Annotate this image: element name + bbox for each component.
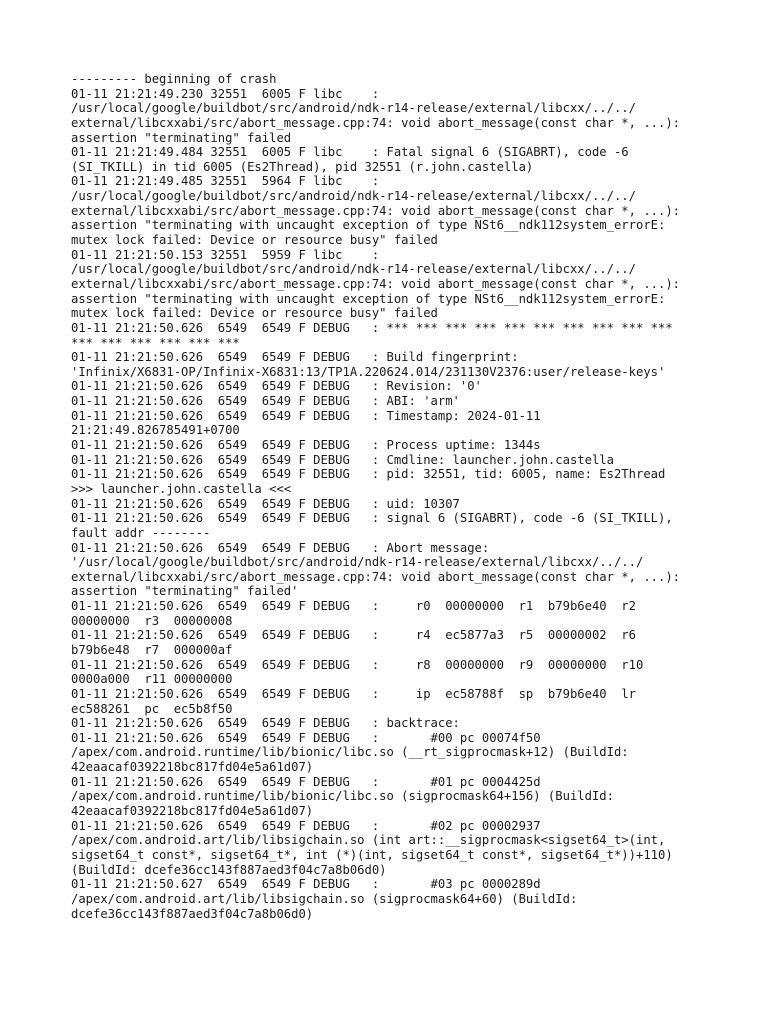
log-line: 'Infinix/X6831-OP/Infinix-X6831:13/TP1A.220624.014/231130V2376:user/release-keys' bbox=[71, 364, 666, 379]
log-line: assertion "terminating" failed bbox=[71, 130, 292, 145]
log-line: /apex/com.android.runtime/lib/bionic/libc.so (__rt_sigprocmask+12) (BuildId: bbox=[71, 745, 629, 760]
log-line: sigset64_t const*, sigset64_t*, int (*)(int, sigset64_t const*, sigset64_t*))+110) bbox=[71, 847, 673, 862]
log-line: 01-11 21:21:49.485 32551 5964 F libc : bbox=[71, 174, 380, 189]
log-line: 01-11 21:21:50.626 6549 6549 F DEBUG : ip ec58788f sp b79b6e40 lr bbox=[71, 686, 636, 701]
log-line: external/libcxxabi/src/abort_message.cpp:74: void abort_message(const char *, ...): bbox=[71, 569, 681, 584]
log-line: 01-11 21:21:50.626 6549 6549 F DEBUG : Abort message: bbox=[71, 540, 490, 555]
log-line: /usr/local/google/buildbot/src/android/ndk-r14-release/external/libcxx/../../ bbox=[71, 262, 636, 277]
log-line: 0000a000 r11 00000000 bbox=[71, 672, 233, 687]
log-line: 01-11 21:21:50.626 6549 6549 F DEBUG : pid: 32551, tid: 6005, name: Es2Thread bbox=[71, 467, 666, 482]
log-line: 00000000 r3 00000008 bbox=[71, 613, 233, 628]
log-line: /usr/local/google/buildbot/src/android/ndk-r14-release/external/libcxx/../../ bbox=[71, 101, 636, 116]
log-line: /apex/com.android.art/lib/libsigchain.so (int art::__sigprocmask<sigset64_t>(int, bbox=[71, 833, 666, 848]
log-line: 01-11 21:21:50.626 6549 6549 F DEBUG : Cmdline: launcher.john.castella bbox=[71, 452, 614, 467]
log-line: 01-11 21:21:50.153 32551 5959 F libc : bbox=[71, 247, 380, 262]
log-line: 21:21:49.826785491+0700 bbox=[71, 423, 240, 438]
log-line: 01-11 21:21:50.626 6549 6549 F DEBUG : Revision: '0' bbox=[71, 379, 482, 394]
log-line: 01-11 21:21:50.626 6549 6549 F DEBUG : #00 pc 00074f50 bbox=[71, 730, 541, 745]
log-line: external/libcxxabi/src/abort_message.cpp:74: void abort_message(const char *, ...): bbox=[71, 203, 681, 218]
log-line: 01-11 21:21:50.627 6549 6549 F DEBUG : #03 pc 0000289d bbox=[71, 877, 541, 892]
log-line: (BuildId: dcefe36cc143f887aed3f04c7a8b06d0) bbox=[71, 862, 387, 877]
log-line: *** *** *** *** *** *** bbox=[71, 335, 240, 350]
log-line: assertion "terminating" failed' bbox=[71, 584, 299, 599]
log-line: 01-11 21:21:50.626 6549 6549 F DEBUG : signal 6 (SIGABRT), code -6 (SI_TKILL), bbox=[71, 511, 673, 526]
log-line: assertion "terminating with uncaught exception of type NSt6__ndk112system_errorE: bbox=[71, 291, 666, 306]
log-line: 01-11 21:21:50.626 6549 6549 F DEBUG : backtrace: bbox=[71, 716, 460, 731]
log-line: 42eaacaf0392218bc817fd04e5a61d07) bbox=[71, 804, 314, 819]
log-line: external/libcxxabi/src/abort_message.cpp:74: void abort_message(const char *, ...): bbox=[71, 115, 681, 130]
log-line: mutex lock failed: Device or resource busy" failed bbox=[71, 233, 438, 248]
log-line: fault addr -------- bbox=[71, 525, 211, 540]
log-line: 01-11 21:21:50.626 6549 6549 F DEBUG : *** *** *** *** *** *** *** *** *** *** bbox=[71, 320, 673, 335]
log-line: 01-11 21:21:49.230 32551 6005 F libc : bbox=[71, 86, 380, 101]
log-line: dcefe36cc143f887aed3f04c7a8b06d0) bbox=[71, 906, 314, 921]
log-line: 01-11 21:21:50.626 6549 6549 F DEBUG : Build fingerprint: bbox=[71, 350, 519, 365]
log-line: '/usr/local/google/buildbot/src/android/ndk-r14-release/external/libcxx/../../ bbox=[71, 555, 644, 570]
log-line: 01-11 21:21:50.626 6549 6549 F DEBUG : r8 00000000 r9 00000000 r10 bbox=[71, 657, 644, 672]
log-line: 01-11 21:21:50.626 6549 6549 F DEBUG : Timestamp: 2024-01-11 bbox=[71, 408, 541, 423]
log-line: 01-11 21:21:50.626 6549 6549 F DEBUG : uid: 10307 bbox=[71, 496, 460, 511]
log-line: /apex/com.android.art/lib/libsigchain.so (sigprocmask64+60) (BuildId: bbox=[71, 891, 578, 906]
log-line: mutex lock failed: Device or resource busy" failed bbox=[71, 306, 438, 321]
log-line: 01-11 21:21:50.626 6549 6549 F DEBUG : Process uptime: 1344s bbox=[71, 438, 541, 453]
log-line: 01-11 21:21:49.484 32551 6005 F libc : Fatal signal 6 (SIGABRT), code -6 bbox=[71, 145, 629, 160]
log-line: 01-11 21:21:50.626 6549 6549 F DEBUG : r4 ec5877a3 r5 00000002 r6 bbox=[71, 628, 636, 643]
log-line: /apex/com.android.runtime/lib/bionic/libc.so (sigprocmask64+156) (BuildId: bbox=[71, 789, 614, 804]
log-line: /usr/local/google/buildbot/src/android/ndk-r14-release/external/libcxx/../../ bbox=[71, 189, 636, 204]
log-line: 01-11 21:21:50.626 6549 6549 F DEBUG : ABI: 'arm' bbox=[71, 394, 460, 409]
log-line: --------- beginning of crash bbox=[71, 72, 277, 86]
log-line: assertion "terminating with uncaught exception of type NSt6__ndk112system_errorE: bbox=[71, 218, 666, 233]
log-line: 01-11 21:21:50.626 6549 6549 F DEBUG : #01 pc 0004425d bbox=[71, 774, 541, 789]
crash-log-text bbox=[71, 72, 711, 921]
log-line: b79b6e48 r7 000000af bbox=[71, 642, 233, 657]
log-line: (SI_TKILL) in tid 6005 (Es2Thread), pid 32551 (r.john.castella) bbox=[71, 159, 534, 174]
log-line: external/libcxxabi/src/abort_message.cpp:74: void abort_message(const char *, ...): bbox=[71, 276, 681, 291]
log-line: 42eaacaf0392218bc817fd04e5a61d07) bbox=[71, 760, 314, 775]
log-line: ec588261 pc ec5b8f50 bbox=[71, 701, 233, 716]
log-line: 01-11 21:21:50.626 6549 6549 F DEBUG : #02 pc 00002937 bbox=[71, 818, 541, 833]
log-line: 01-11 21:21:50.626 6549 6549 F DEBUG : r0 00000000 r1 b79b6e40 r2 bbox=[71, 599, 636, 614]
log-line: >>> launcher.john.castella <<< bbox=[71, 481, 292, 496]
